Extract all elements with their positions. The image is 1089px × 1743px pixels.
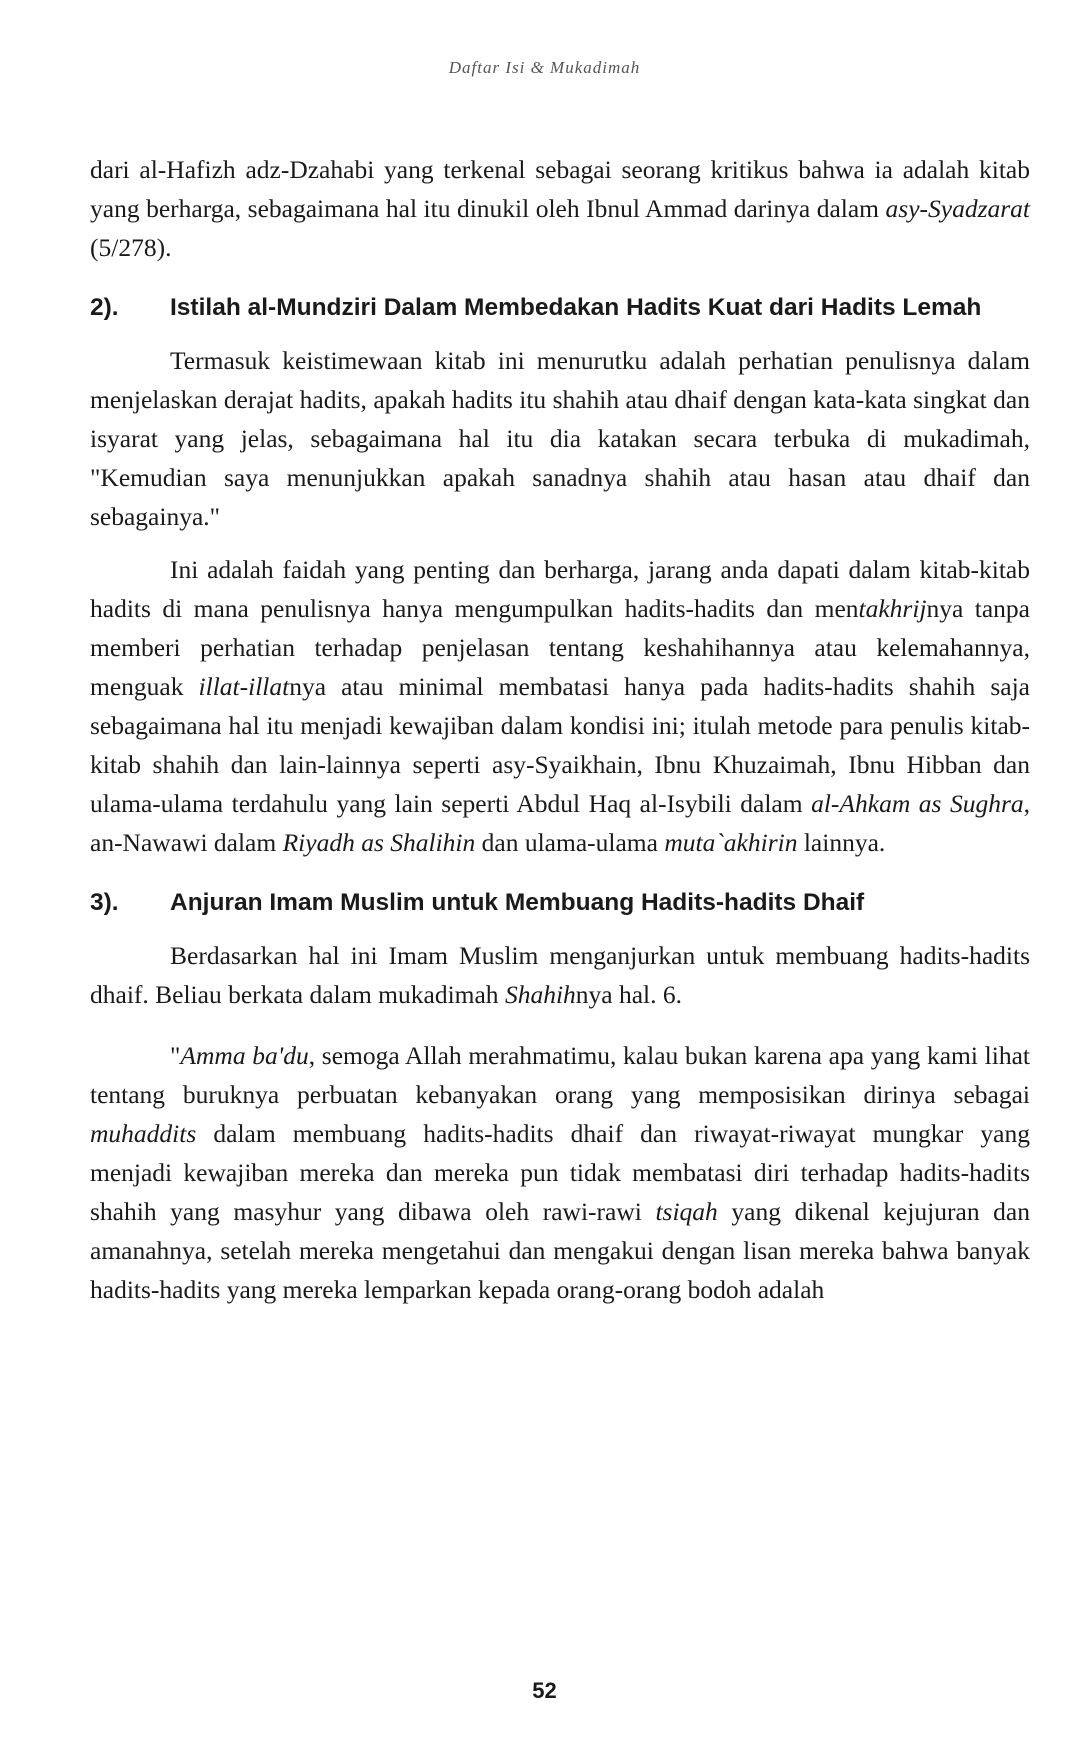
page-number: 52 [532, 1678, 557, 1703]
term-italic: illat-illat [198, 672, 290, 701]
running-header: Daftar Isi & Mukadimah [448, 58, 641, 77]
book-title-italic: Shahih [504, 980, 576, 1009]
term-italic: Amma ba'du [180, 1041, 309, 1070]
section-number: 2). [90, 294, 119, 321]
section2-paragraph-1: Termasuk keistimewaan kitab ini menurutku adalah perhatian penulisnya dalam menjelaskan derajat hadits, apakah hadits itu shahih atau dhaif dengan kata-kata singkat dan isyarat yang jelas, sebagaimana hal itu dia katakan secara terbuka di mukadimah, "Kemudian saya menunjukkan apakah sanadnya shahih atau hasan atau dhaif dan sebagainya." [90, 346, 1030, 531]
book-title-italic: al-Ahkam as Sughra [811, 789, 1024, 818]
intro-paragraph: dari al-Hafizh adz-Dzahabi yang terkenal sebagai seorang kritikus bahwa ia adalah kitab yang berharga, sebagaimana hal itu dinukil oleh Ibnul Ammad darinya dalam asy-Syadzarat (5/278). [90, 155, 1030, 262]
term-italic: muta`akhirin [664, 828, 798, 857]
section-heading-3 [90, 884, 1030, 922]
term-italic: muhaddits [90, 1119, 197, 1148]
section3-paragraph-1: Berdasarkan hal ini Imam Muslim menganjurkan untuk membuang hadits-hadits dhaif. Beliau berkata dalam mukadimah Shahihnya hal. 6. [90, 941, 1030, 1009]
section-number: 3). [90, 889, 119, 916]
section-heading-2 [90, 289, 1030, 327]
book-title-italic: Riyadh as Shalihin [282, 828, 476, 857]
term-italic: takhrij [858, 594, 927, 623]
section-title: Istilah al-Mundziri Dalam Membedakan Hadits Kuat dari Hadits Lemah [170, 294, 982, 321]
section3-quote-paragraph: "Amma ba'du, semoga Allah merahmatimu, kalau bukan karena apa yang kami lihat tentang buruknya perbuatan kebanyakan orang yang memposisikan dirinya sebagai muhaddits dalam membuang hadits-hadits dhaif dan riwayat-riwayat mungkar yang menjadi kewajiban mereka dan mereka pun tidak membatasi diri terhadap hadits-hadits shahih yang masyhur yang dibawa oleh rawi-rawi tsiqah yang dikenal kejujuran dan amanahnya, setelah mereka mengetahui dan mengakui dengan lisan mereka bahwa banyak hadits-hadits yang mereka lemparkan kepada orang-orang bodoh adalah [90, 1041, 1030, 1304]
section-title: Anjuran Imam Muslim untuk Membuang Hadits-hadits Dhaif [170, 889, 865, 916]
section2-paragraph-2: Ini adalah faidah yang penting dan berharga, jarang anda dapati dalam kitab-kitab hadits di mana penulisnya hanya mengumpulkan hadits-hadits dan mentakhrijnya tanpa memberi perhatian terhadap penjelasan tentang keshahihannya atau kelemahannya, menguak illat-illatnya atau minimal membatasi hanya pada hadits-hadits shahih saja sebagaimana hal itu menjadi kewajiban dalam kondisi ini; itulah metode para penulis kitab-kitab shahih dan lain-lainnya seperti asy-Syaikhain, Ibnu Khuzaimah, Ibnu Hibban dan ulama-ulama terdahulu yang lain seperti Abdul Haq al-Isybili dalam al-Ahkam as Sughra, an-Nawawi dalam Riyadh as Shalihin dan ulama-ulama muta`akhirin lainnya. [90, 555, 1031, 857]
page-body [90, 150, 1030, 1309]
term-italic: tsiqah [655, 1197, 718, 1226]
book-title-italic: asy-Syadzarat [885, 194, 1030, 223]
